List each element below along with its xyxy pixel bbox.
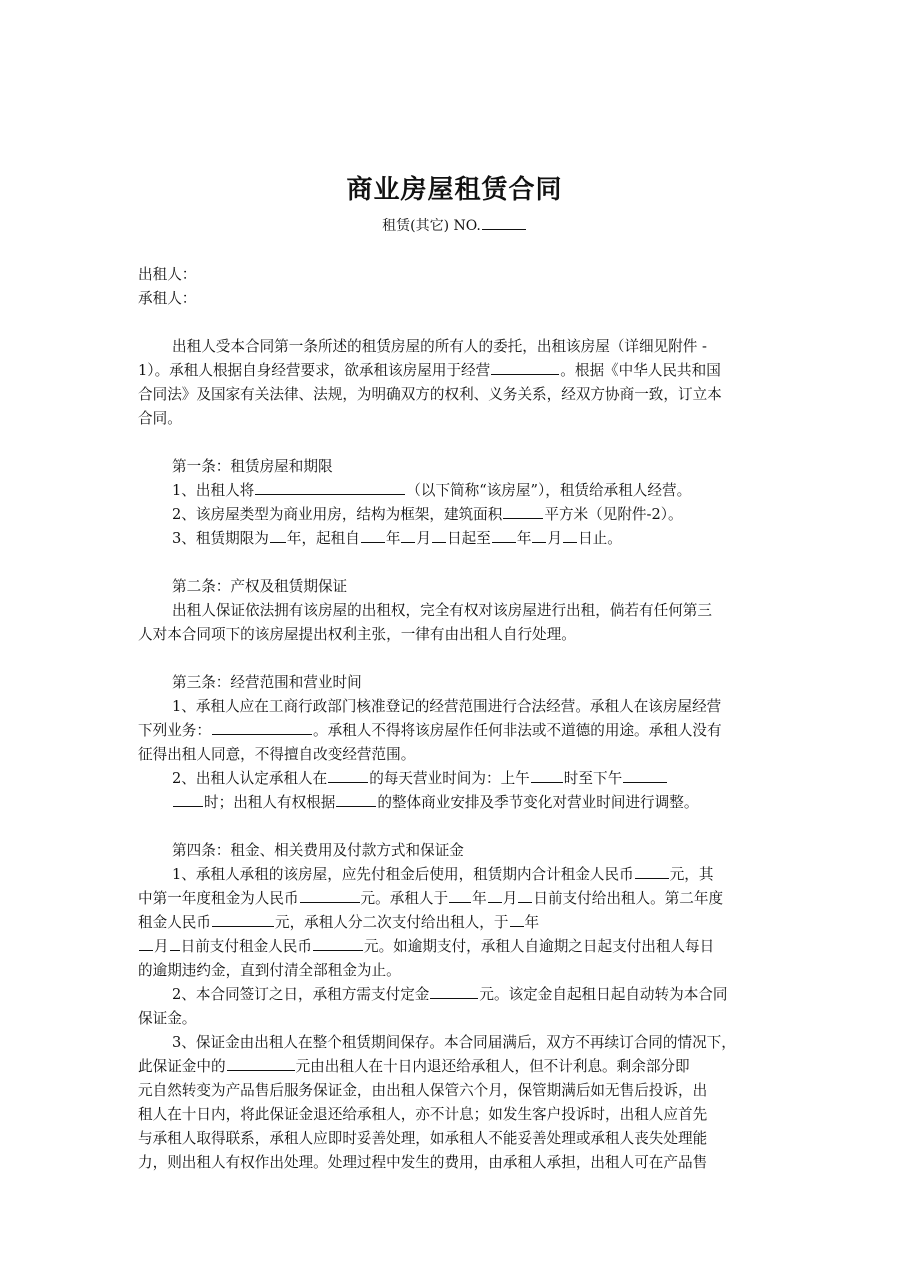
article-2-heading: 第二条：产权及租赁期保证: [172, 578, 348, 595]
article-3-heading: 第三条：经营范围和营业时间: [172, 674, 362, 691]
blank: [212, 719, 312, 735]
article-4-line-2: 中第一年度租金为人民币 元。承租人于 年 月 日前支付给出租人。第二年度: [138, 887, 723, 911]
article-4-line-8: 3、保证金由出租人在整个租赁期间保存。本合同届满后，双方不再续订合同的情况下，: [172, 1034, 736, 1051]
article-3-line-5: 时；出租人有权根据 的整体商业安排及季节变化对营业时间进行调整。: [172, 791, 698, 815]
intro-line-1: 出租人受本合同第一条所述的租赁房屋的所有人的委托，出租该房屋（详细见附件 -: [172, 338, 707, 355]
article-4-line-6: 2、本合同签订之日，承租方需支付定金 元。该定金自起租日起自动转为本合同: [172, 983, 728, 1007]
article-3-line-1: 1、承租人应在工商行政部门核准登记的经营范围进行合法经营。承租人在该房屋经营: [172, 698, 722, 715]
blank: [563, 527, 577, 543]
blank: [449, 887, 471, 903]
article-4-line-12: 与承租人取得联系，承租人应即时妥善处理，如承租人不能妥善处理或承租人丧失处理能: [138, 1130, 708, 1147]
contract-number: 租赁(其它) NO.: [0, 214, 909, 237]
article-4-line-10: 元自然转变为产品售后服务保证金，由出租人保管六个月，保管期满后如无售后投诉，出: [138, 1082, 708, 1099]
blank: [510, 911, 524, 927]
article-2-line-1: 出租人保证依法拥有该房屋的出租权，完全有权对该房屋进行出租，倘若有任何第三: [172, 602, 712, 619]
article-3-line-2: 下列业务： 。承租人不得将该房屋作任何非法或不道德的用途。承租人没有: [138, 719, 722, 743]
lessor-label: 出租人：: [138, 266, 197, 283]
blank: [518, 887, 532, 903]
blank: [313, 935, 363, 951]
intro-line-2: 1）。承租人根据自身经营要求，欲承租该房屋用于经营 。根据《中华人民共和国: [138, 359, 721, 383]
blank: [531, 767, 563, 783]
intro-line-3: 合同法》及国家有关法律、法规，为明确双方的权利、义务关系，经双方协商一致，订立本: [138, 386, 722, 403]
intro-line-4: 合同。: [138, 410, 182, 427]
blank: [482, 214, 526, 230]
lessee-label: 承租人：: [138, 290, 197, 307]
article-4-line-7: 保证金。: [138, 1010, 197, 1027]
blank: [532, 527, 546, 543]
article-4-heading: 第四条：租金、相关费用及付款方式和保证金: [172, 842, 464, 859]
blank: [503, 503, 543, 519]
article-4-line-1: 1、承租人承租的该房屋，应先付租金后使用，租赁期内合计租金人民币 元，其: [172, 863, 714, 887]
blank: [430, 983, 478, 999]
article-2-line-2: 人对本合同项下的该房屋提出权利主张，一律有由出租人自行处理。: [138, 626, 576, 643]
article-4-line-9: 此保证金中的 元由出租人在十日内退还给承租人，但不计利息。剩余部分即: [138, 1055, 690, 1079]
document-title: 商业房屋租赁合同: [346, 175, 563, 205]
blank: [432, 527, 446, 543]
blank: [270, 527, 286, 543]
article-1-clause-2: 2、该房屋类型为商业用房，结构为框架，建筑面积 平方米（见附件-2）。: [172, 503, 683, 527]
blank: [623, 767, 667, 783]
article-1-clause-1: 1、出租人将 （以下简称“该房屋”），租赁给承租人经营。: [172, 479, 691, 503]
blank: [488, 887, 502, 903]
blank: [492, 527, 516, 543]
blank: [491, 359, 559, 375]
article-4-line-11: 租人在十日内，将此保证金退还给承租人，亦不计息；如发生客户投诉时，出租人应首先: [138, 1106, 708, 1123]
blank: [336, 791, 376, 807]
blank: [635, 863, 669, 879]
article-4-line-4: 月 日前支付租金人民币 元。如逾期支付，承租人自逾期之日起支付出租人每日: [138, 935, 714, 959]
blank: [255, 479, 405, 495]
article-1-heading: 第一条：租赁房屋和期限: [172, 458, 333, 475]
blank: [212, 911, 274, 927]
article-3-line-4: 2、出租人认定承租人在 的每天营业时间为：上午 时至下午: [172, 767, 668, 791]
blank: [300, 887, 360, 903]
blank: [361, 527, 385, 543]
blank: [139, 935, 153, 951]
blank: [170, 935, 180, 951]
article-1-clause-3: 3、租赁期限为 年，起租自 年 月 日起至 年 月 日止。: [172, 527, 622, 551]
article-3-line-3: 征得出租人同意，不得擅自改变经营范围。: [138, 746, 416, 763]
article-4-line-13: 力，则出租人有权作出处理。处理过程中发生的费用，由承租人承担，出租人可在产品售: [138, 1154, 708, 1171]
blank: [328, 767, 368, 783]
blank: [173, 791, 203, 807]
article-4-line-3: 租金人民币 元，承租人分二次支付给出租人，于 年: [138, 911, 539, 935]
article-4-line-5: 的逾期违约金，直到付清全部租金为止。: [138, 962, 401, 979]
blank: [401, 527, 415, 543]
blank: [227, 1055, 295, 1071]
